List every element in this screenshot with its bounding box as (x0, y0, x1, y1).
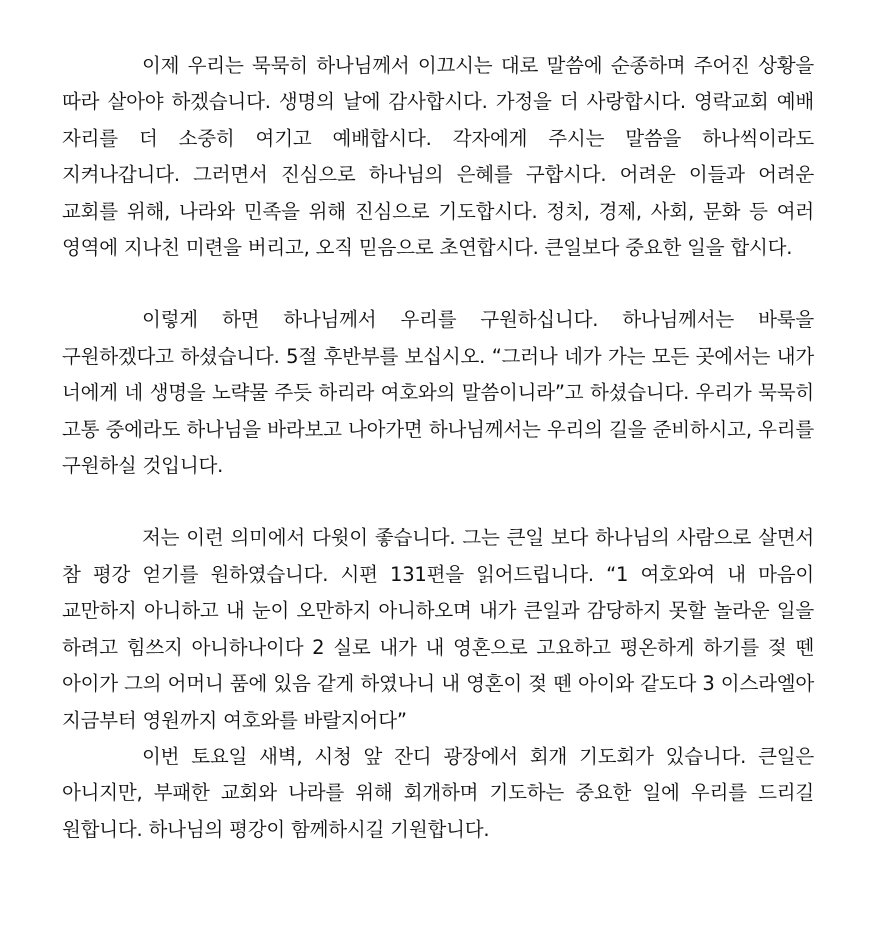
document-page (62, 48, 814, 848)
paragraph-3: 저는 이런 의미에서 다윗이 좋습니다. 그는 큰일 보다 하나님의 사람으로 살면서 참 평강 얻기를 원하였습니다. 시편 131편을 읽어드립니다. “1 여호와여 내 마음이 교만하지 아니하고 내 눈이 오만하지 아니하오며 내가 큰일과 감당하지 못할 놀라운 일을 하려고 힘쓰지 아니하나이다 2 실로 내가 내 영혼으로 고요하고 평온하게 하기를 젖 뗀 아이가 그의 어머니 품에 있음 같게 하였나니 내 영혼이 젖 뗀 아이와 같도다 3 이스라엘아 지금부터 영원까지 여호와를 바랄지어다” (62, 526, 814, 732)
paragraph-1: 이제 우리는 묵묵히 하나님께서 이끄시는 대로 말씀에 순종하며 주어진 상황을 따라 살아야 하겠습니다. 생명의 날에 감사합시다. 가정을 더 사랑합시다. 영락교회 예배 자리를 더 소중히 여기고 예배합시다. 각자에게 주시는 말씀을 하나씩이라도 지켜나갑니다. 그러면서 진심으로 하나님의 은혜를 구합시다. 어려운 이들과 어려운 교회를 위해, 나라와 민족을 위해 진심으로 기도합시다. 정치, 경제, 사회, 문화 등 여러 영역에 지나친 미련을 버리고, 오직 믿음으로 초연합시다. 큰일보다 중요한 일을 합시다. (62, 54, 814, 260)
paragraph-2: 이렇게 하면 하나님께서 우리를 구원하십니다. 하나님께서는 바룩을 구원하겠다고 하셨습니다. 5절 후반부를 보십시오. “그러나 네가 가는 모든 곳에서는 내가 너에게 네 생명을 노략물 주듯 하리라 여호와의 말씀이니라”고 하셨습니다. 우리가 묵묵히 고통 중에라도 하나님을 바라보고 나아가면 하나님께서는 우리의 길을 준비하시고, 우리를 구원하실 것입니다. (62, 308, 814, 478)
paragraph-4: 이번 토요일 새벽, 시청 앞 잔디 광장에서 회개 기도회가 있습니다. 큰일은 아니지만, 부패한 교회와 나라를 위해 회개하며 기도하는 중요한 일에 우리를 드리길 원합니다. 하나님의 평강이 함께하시길 기원합니다. (62, 744, 814, 841)
